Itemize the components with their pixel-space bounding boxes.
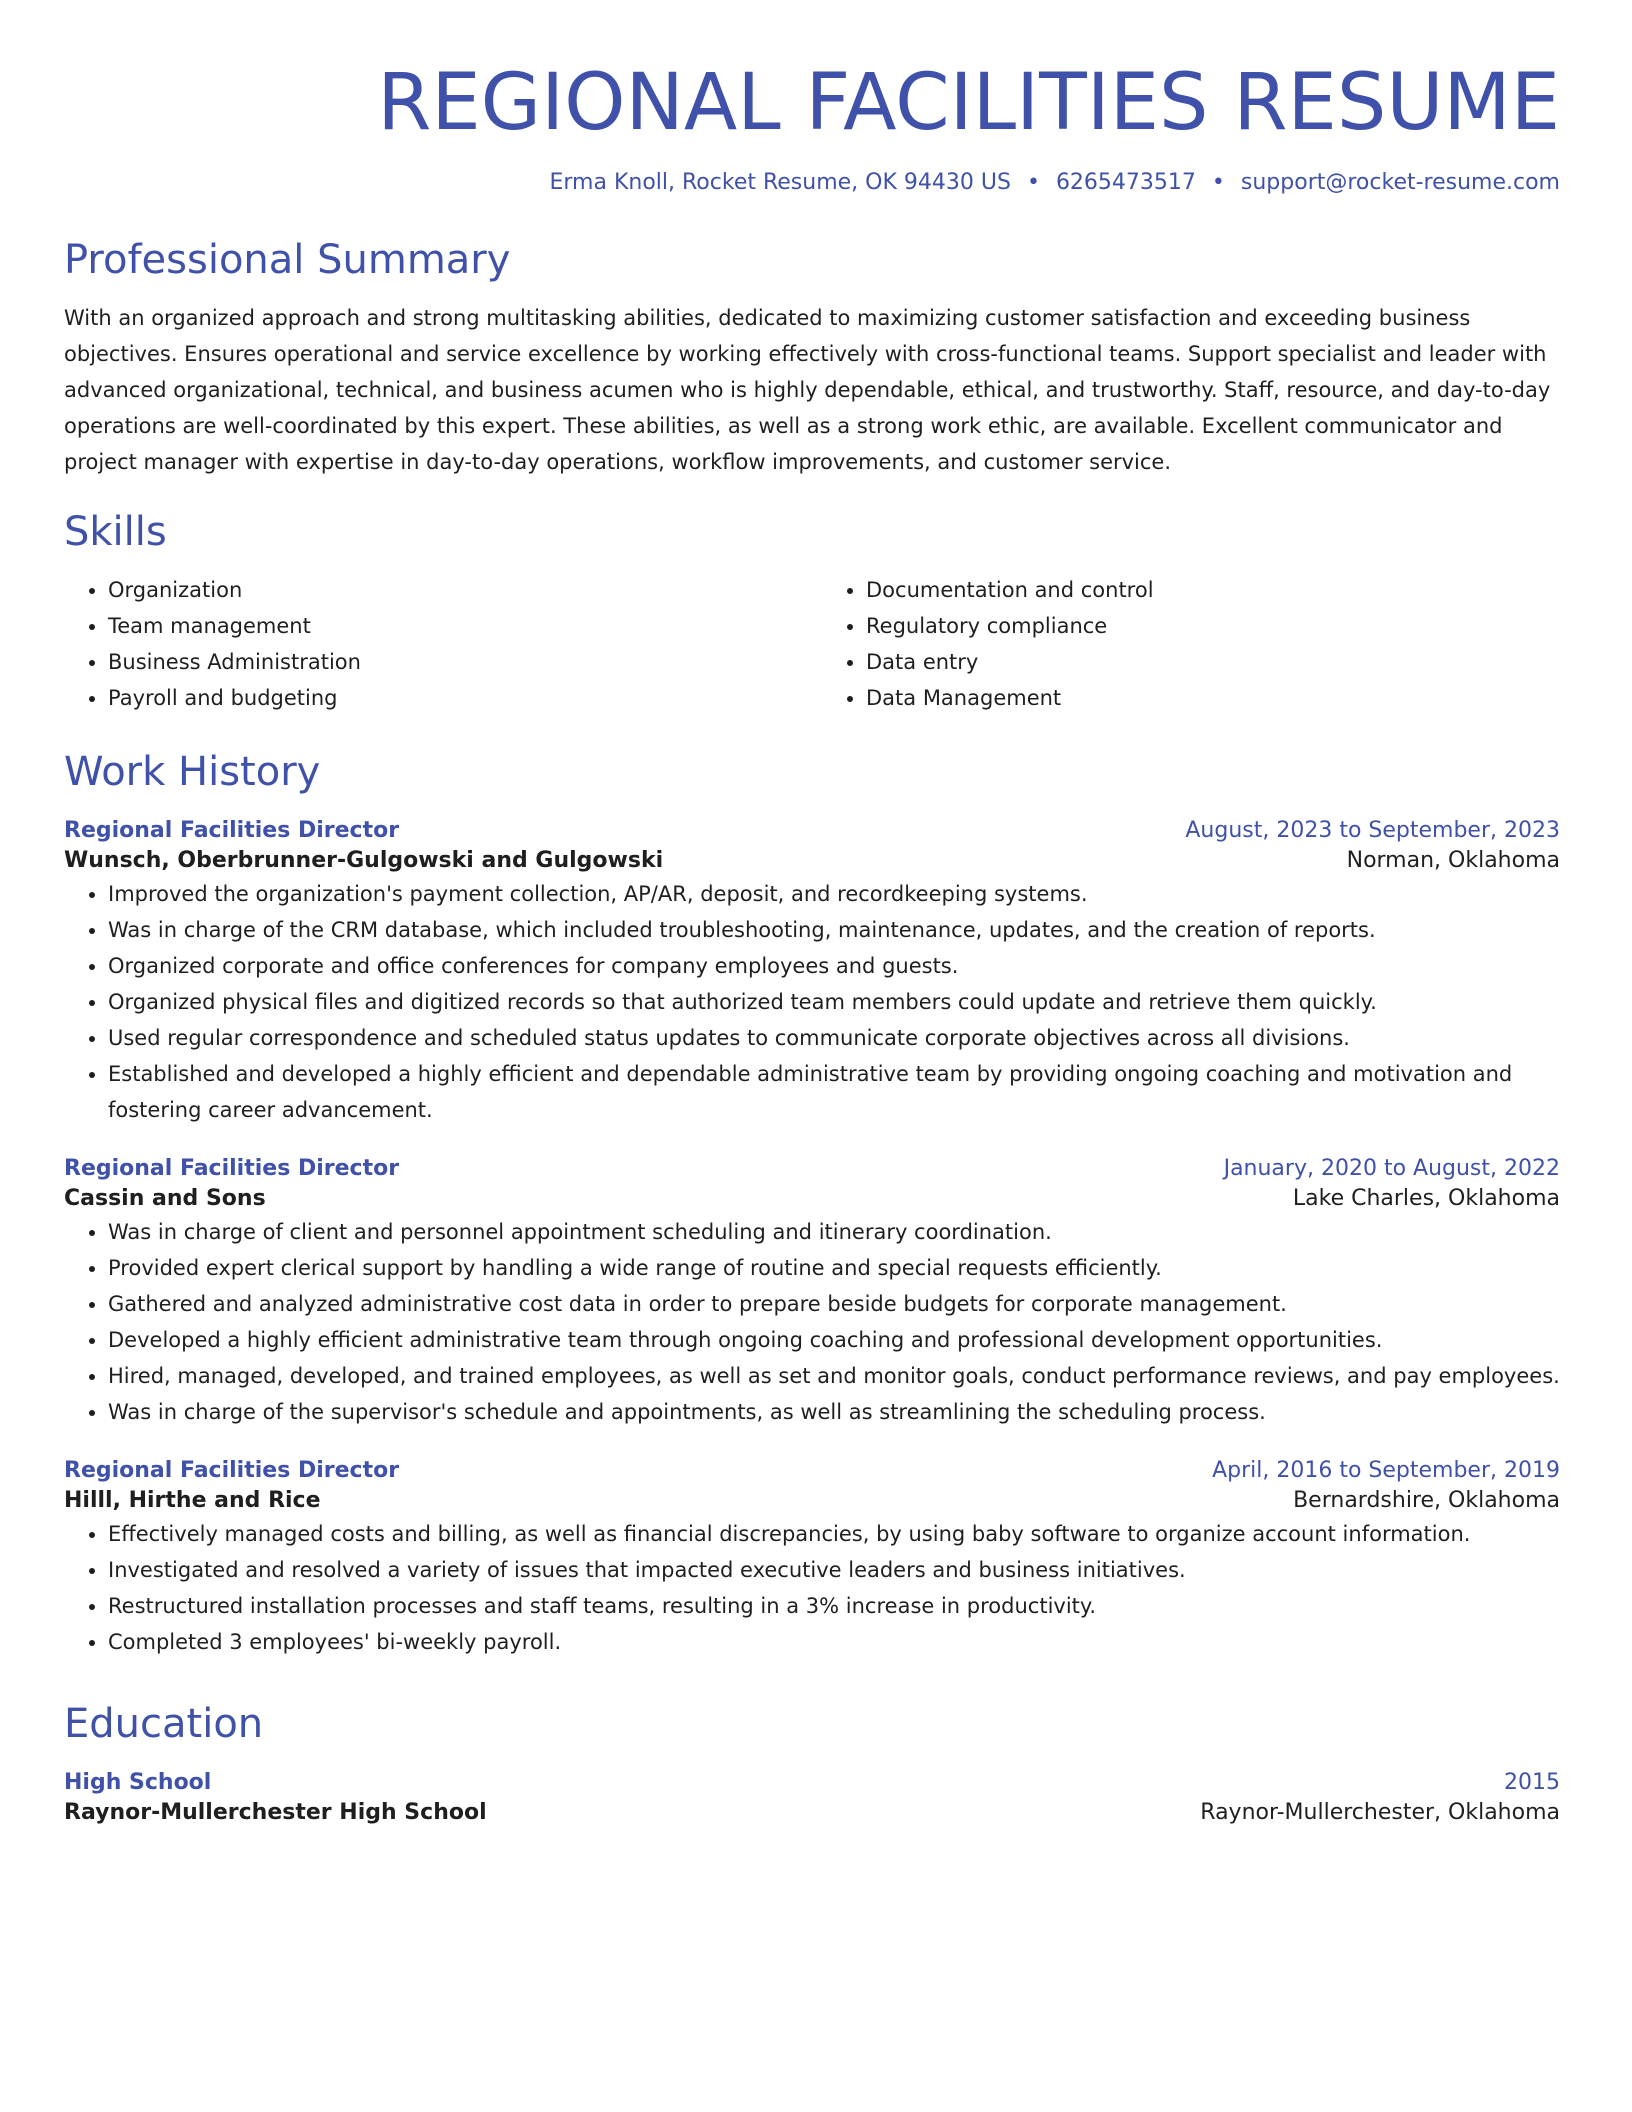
education-location: Raynor-Mullerchester, Oklahoma	[1200, 1800, 1560, 1825]
job-title: Regional Facilities Director	[64, 1156, 400, 1181]
job-dates: April, 2016 to September, 2019	[1212, 1458, 1560, 1483]
job-title-row	[64, 816, 1560, 846]
job-bullets	[64, 876, 1560, 1128]
job-bullet: • Organized corporate and office conferences for company employees and guests.	[108, 948, 1560, 984]
summary-heading: Professional Summary	[64, 237, 511, 283]
job-bullet: • Completed 3 employees' bi-weekly payroll.	[108, 1624, 1560, 1660]
skills-grid	[64, 572, 1560, 716]
job-company-row	[64, 1486, 1560, 1516]
job-bullet: • Investigated and resolved a variety of issues that impacted executive leaders and business initiatives.	[108, 1552, 1560, 1588]
education-school: Raynor-Mullerchester High School	[64, 1800, 487, 1825]
contact-separator: •	[1026, 170, 1040, 195]
job-bullet: • Restructured installation processes and staff teams, resulting in a 3% increase in productivity.	[108, 1588, 1560, 1624]
job-bullet: • Provided expert clerical support by handling a wide range of routine and special requests efficiently.	[108, 1250, 1560, 1286]
education-year: 2015	[1504, 1770, 1560, 1795]
job-bullet: • Organized physical files and digitized records so that authorized team members could update and retrieve them quickly.	[108, 984, 1560, 1020]
education-entry	[64, 1768, 1560, 1828]
contact-address: Erma Knoll, Rocket Resume, OK 94430 US	[549, 170, 1011, 195]
job-bullet: • Was in charge of client and personnel appointment scheduling and itinerary coordination.	[108, 1214, 1560, 1250]
skill-item: • Data Management	[866, 680, 1560, 716]
skills-list-left	[64, 572, 802, 716]
job-entry	[64, 816, 1560, 1128]
job-location: Norman, Oklahoma	[1346, 848, 1560, 873]
contact-line	[64, 168, 1560, 198]
skills-heading: Skills	[64, 509, 167, 555]
job-bullets	[64, 1516, 1560, 1660]
document-title: REGIONAL FACILITIES RESUME	[377, 58, 1560, 148]
contact-email: support@rocket-resume.com	[1240, 170, 1560, 195]
job-bullet: • Improved the organization's payment collection, AP/AR, deposit, and recordkeeping systems.	[108, 876, 1560, 912]
summary-text: With an organized approach and strong multitasking abilities, dedicated to maximizing customer satisfaction and exceeding business objectives. Ensures operational and service excellence by working effectively with cross-functional teams. Support specialist and leader with advanced organizational, technical, and business acumen who is highly dependable, ethical, and trustworthy. Staff, resource, and day-to-day operations are well-coordinated by this expert. These abilities, as well as a strong work ethic, are available. Excellent communicator and project manager with expertise in day-to-day operations, workflow improvements, and customer service.	[64, 306, 1551, 474]
job-bullet: • Gathered and analyzed administrative cost data in order to prepare beside budgets for corporate management.	[108, 1286, 1560, 1322]
education-heading: Education	[64, 1701, 264, 1747]
job-bullets	[64, 1214, 1560, 1430]
contact-separator: •	[1211, 170, 1225, 195]
education-school-row	[64, 1798, 1560, 1828]
job-bullet: • Used regular correspondence and scheduled status updates to communicate corporate objectives across all divisions.	[108, 1020, 1560, 1056]
contact-phone: 6265473517	[1055, 170, 1196, 195]
skill-item: • Payroll and budgeting	[108, 680, 802, 716]
job-company: Wunsch, Oberbrunner-Gulgowski and Gulgowski	[64, 848, 664, 873]
job-location: Bernardshire, Oklahoma	[1293, 1488, 1560, 1513]
job-entry	[64, 1154, 1560, 1430]
skills-list-right	[822, 572, 1560, 716]
job-dates: August, 2023 to September, 2023	[1185, 818, 1560, 843]
resume-page	[64, 0, 1560, 1828]
job-bullet: • Effectively managed costs and billing, as well as financial discrepancies, by using baby software to organize account information.	[108, 1516, 1560, 1552]
job-company: Hilll, Hirthe and Rice	[64, 1488, 321, 1513]
job-title-row	[64, 1154, 1560, 1184]
job-title: Regional Facilities Director	[64, 1458, 400, 1483]
work-history-heading: Work History	[64, 749, 321, 795]
skill-item: • Regulatory compliance	[866, 608, 1560, 644]
skill-item: • Team management	[108, 608, 802, 644]
skill-item: • Documentation and control	[866, 572, 1560, 608]
education-degree-row	[64, 1768, 1560, 1798]
skill-item: • Organization	[108, 572, 802, 608]
job-bullet: • Hired, managed, developed, and trained employees, as well as set and monitor goals, conduct performance reviews, and pay employees.	[108, 1358, 1560, 1394]
education-degree: High School	[64, 1770, 212, 1795]
job-bullet: • Was in charge of the supervisor's schedule and appointments, as well as streamlining the scheduling process.	[108, 1394, 1560, 1430]
job-entry	[64, 1456, 1560, 1660]
job-company: Cassin and Sons	[64, 1186, 266, 1211]
job-bullet: • Established and developed a highly efficient and dependable administrative team by providing ongoing coaching and motivation and fostering career advancement.	[108, 1056, 1560, 1128]
job-title: Regional Facilities Director	[64, 818, 400, 843]
job-dates: January, 2020 to August, 2022	[1223, 1156, 1560, 1181]
job-bullet: • Developed a highly efficient administrative team through ongoing coaching and professional development opportunities.	[108, 1322, 1560, 1358]
job-company-row	[64, 846, 1560, 876]
skill-item: • Data entry	[866, 644, 1560, 680]
job-company-row	[64, 1184, 1560, 1214]
skill-item: • Business Administration	[108, 644, 802, 680]
job-bullet: • Was in charge of the CRM database, which included troubleshooting, maintenance, updates, and the creation of reports.	[108, 912, 1560, 948]
job-title-row	[64, 1456, 1560, 1486]
job-location: Lake Charles, Oklahoma	[1292, 1186, 1560, 1211]
